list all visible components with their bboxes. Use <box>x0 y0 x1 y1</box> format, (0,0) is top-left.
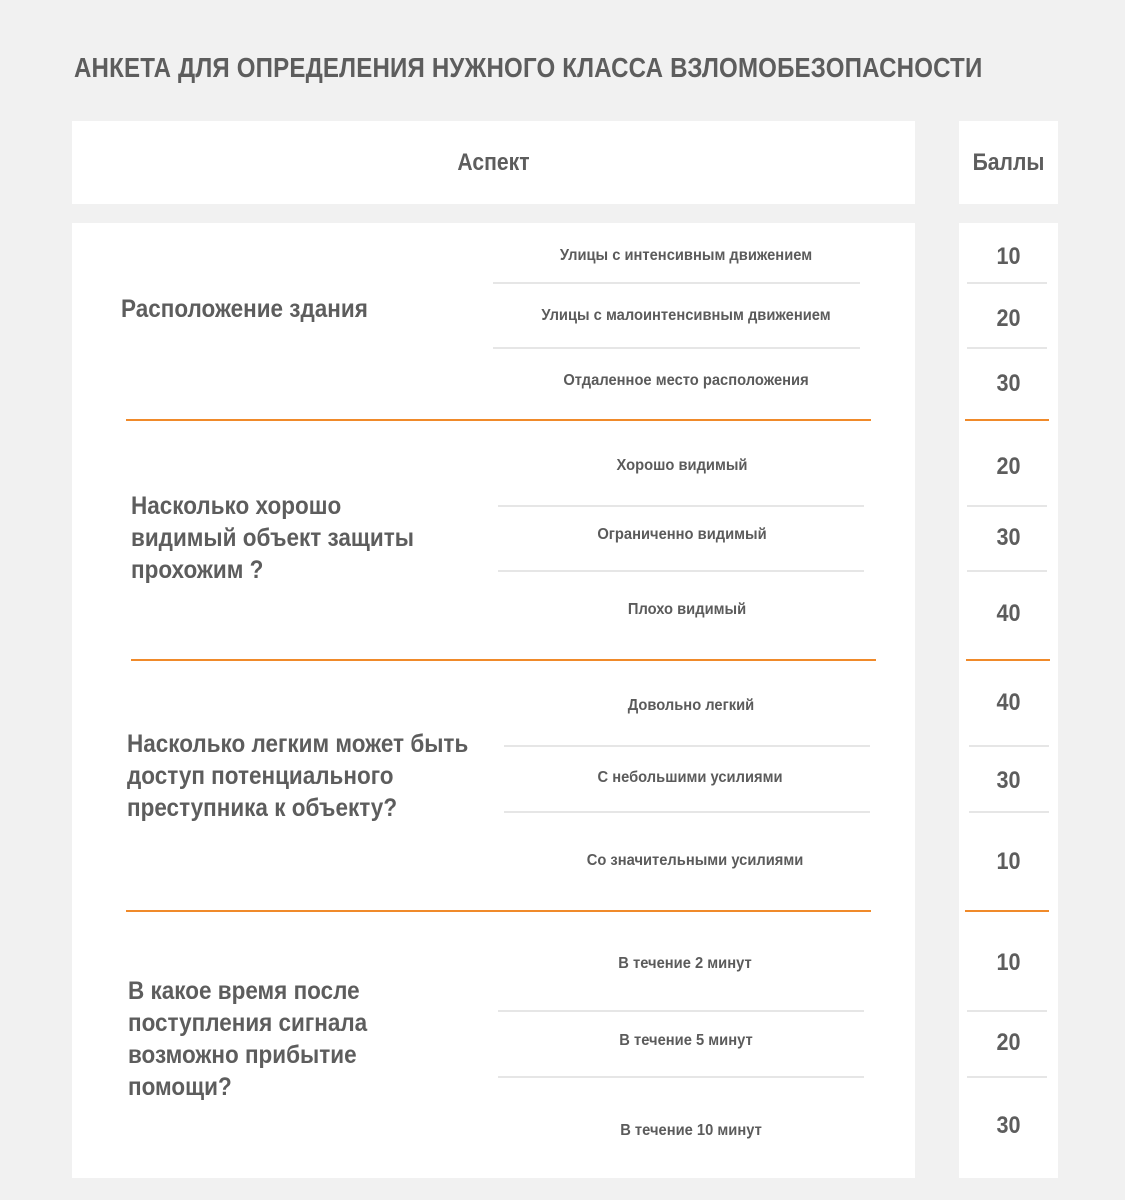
option-label: В течение 10 минут <box>620 1122 762 1139</box>
option-divider <box>493 282 860 284</box>
score-value: 20 <box>996 1029 1021 1056</box>
score-divider <box>967 505 1047 507</box>
option-divider <box>493 347 860 349</box>
option-label: Ограниченно видимый <box>597 526 767 543</box>
score-value: 10 <box>996 243 1021 270</box>
score-divider <box>967 282 1047 284</box>
score-divider <box>967 1010 1047 1012</box>
score-header-cell <box>959 121 1058 204</box>
section-separator <box>126 419 871 421</box>
score-value: 40 <box>996 689 1021 716</box>
question-building-location: Расположение здания <box>121 295 368 323</box>
score-value: 30 <box>996 1112 1021 1139</box>
score-value: 10 <box>996 949 1021 976</box>
option-label: Плохо видимый <box>627 601 747 618</box>
option-divider <box>498 1010 864 1012</box>
option-label: С небольшими усилиями <box>597 769 783 786</box>
score-divider <box>967 1076 1047 1078</box>
option-label: В течение 5 минут <box>619 1032 753 1049</box>
question-visibility: Насколько хорошо видимый объект защиты прохожим ? <box>131 492 414 584</box>
score-value: 20 <box>996 453 1021 480</box>
score-value: 30 <box>996 524 1021 551</box>
option-divider <box>504 811 870 813</box>
option-divider <box>498 505 864 507</box>
option-label: Довольно легкий <box>627 697 755 714</box>
section-separator <box>965 910 1049 912</box>
section-separator <box>965 419 1049 421</box>
option-divider <box>504 745 870 747</box>
option-divider <box>498 1076 864 1078</box>
question-response-time: В какое время после поступления сигнала возможно прибытие помощи? <box>128 977 368 1101</box>
option-label: Улицы с малоинтенсивным движением <box>541 307 831 324</box>
section-separator <box>131 659 876 661</box>
question-access-difficulty: Насколько легким может быть доступ потенциального преступника к объекту? <box>127 730 469 822</box>
score-value: 20 <box>996 305 1021 332</box>
section-separator <box>966 659 1050 661</box>
score-value: 30 <box>996 767 1021 794</box>
option-label: Отдаленное место расположения <box>563 372 809 389</box>
score-value: 30 <box>996 370 1021 397</box>
option-label: В течение 2 минут <box>618 955 752 972</box>
page-title: АНКЕТА ДЛЯ ОПРЕДЕЛЕНИЯ НУЖНОГО КЛАССА ВЗЛОМОБЕЗОПАСНОСТИ <box>74 52 983 83</box>
score-divider <box>967 570 1047 572</box>
score-divider <box>967 347 1047 349</box>
option-label: Хорошо видимый <box>616 457 748 474</box>
score-column-header: Баллы <box>972 149 1045 176</box>
section-separator <box>126 910 871 912</box>
option-divider <box>498 570 864 572</box>
aspect-header-cell <box>72 121 915 204</box>
score-divider <box>969 745 1049 747</box>
option-label: Со значительными усилиями <box>586 852 804 869</box>
aspect-column-header: Аспект <box>457 149 530 176</box>
score-value: 40 <box>996 600 1021 627</box>
score-divider <box>969 811 1049 813</box>
score-value: 10 <box>996 848 1021 875</box>
option-label: Улицы с интенсивным движением <box>559 247 813 264</box>
